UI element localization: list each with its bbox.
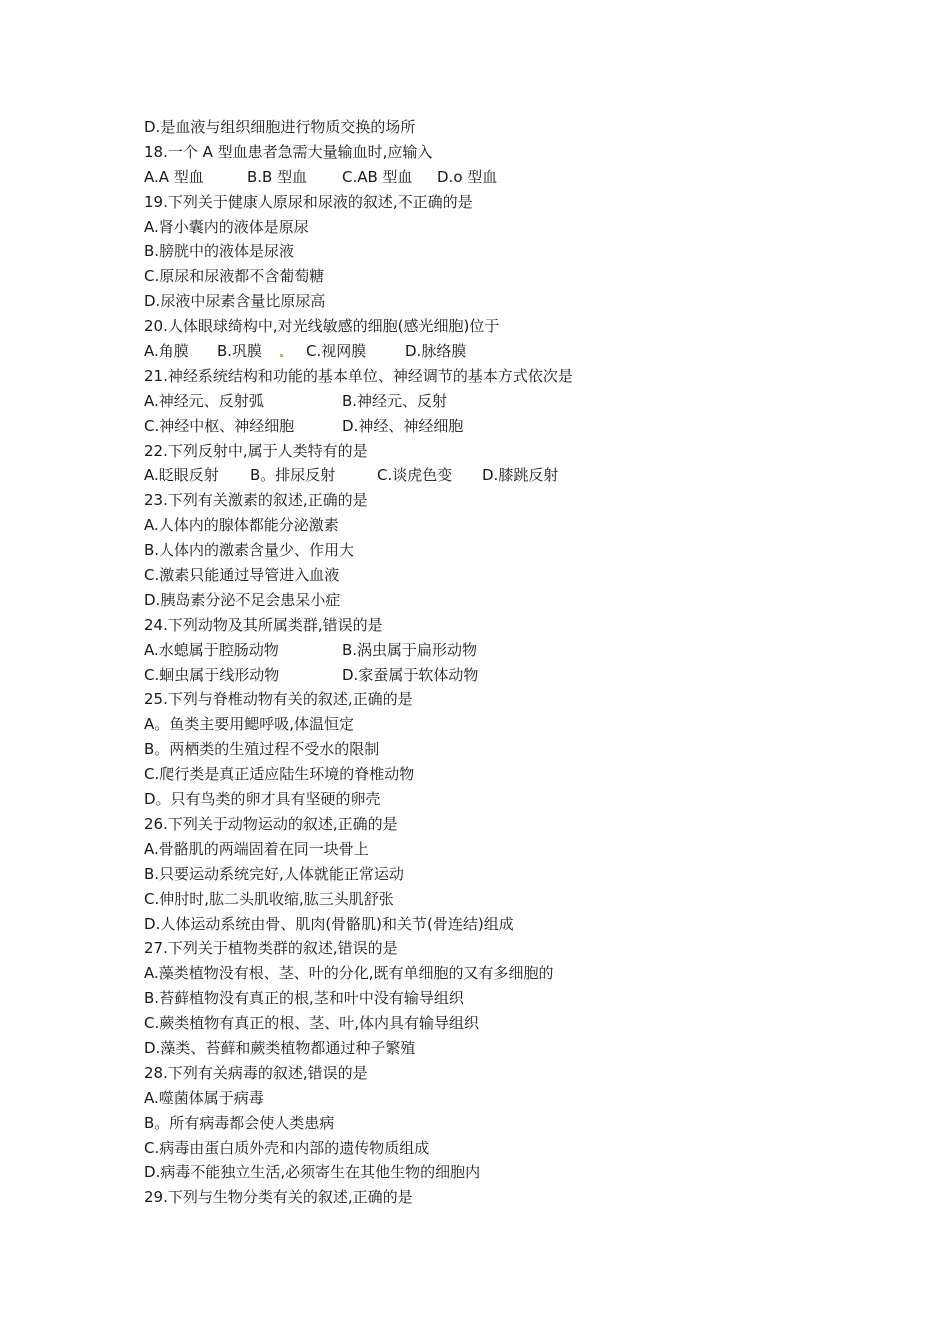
answer-line: D.胰岛素分泌不足会患呆小症 [144,590,341,609]
question-stem: 22.下列反射中,属于人类特有的是 [144,441,368,460]
option-text: D.膝跳反射 [482,466,559,485]
stray-mark [280,354,283,357]
option-text: B.B 型血 [247,167,308,186]
answer-line: D.藻类、苔藓和蕨类植物都通过种子繁殖 [144,1038,416,1057]
option-text: B.神经元、反射 [342,391,448,410]
option-text: A.眨眼反射 [144,466,219,485]
answer-line: A.藻类植物没有根、茎、叶的分化,既有单细胞的又有多细胞的 [144,964,554,983]
options-row [144,463,864,488]
question-stem: 24.下列动物及其所属类群,错误的是 [144,615,383,634]
question-stem: 20.人体眼球绮构中,对光线敏感的细胞(感光细胞)位于 [144,317,500,336]
option-text: B。排尿反射 [250,466,336,485]
question-stem: 26.下列关于动物运动的叙述,正确的是 [144,814,398,833]
options-row [144,663,864,688]
options-row [144,165,864,190]
option-text: A.角膜 [144,342,189,361]
option-text: D.o 型血 [437,167,498,186]
question-stem: 18.一个 A 型血患者急需大量输血时,应输入 [144,142,433,161]
answer-line: C.蕨类植物有真正的根、茎、叶,体内具有输导组织 [144,1014,480,1033]
question-list [144,115,864,1210]
option-text: B.巩膜 [217,342,263,361]
option-text: D.家蚕属于软体动物 [342,665,479,684]
option-text: D.神经、神经细胞 [342,416,464,435]
options-row [144,638,864,663]
answer-line: C.激素只能通过导管进入血液 [144,566,340,585]
answer-line: D.人体运动系统由骨、肌肉(骨骼肌)和关节(骨连结)组成 [144,914,514,933]
question-stem: 25.下列与脊椎动物有关的叙述,正确的是 [144,690,413,709]
option-text: C.蛔虫属于线形动物 [144,665,280,684]
answer-line: B.只要运动系统完好,人体就能正常运动 [144,864,404,883]
answer-line: A.人体内的腺体都能分泌激素 [144,516,339,535]
option-text: C.视网膜 [306,342,367,361]
answer-line: B。所有病毒都会使人类患病 [144,1113,335,1132]
question-stem: 28.下列有关病毒的叙述,错误的是 [144,1063,368,1082]
options-row [144,389,864,414]
answer-line: A.噬菌体属于病毒 [144,1088,264,1107]
options-row [144,339,864,364]
answer-line: D.病毒不能独立生活,必须寄生在其他生物的细胞内 [144,1163,481,1182]
option-text: B.涡虫属于扁形动物 [342,640,478,659]
option-text: A.神经元、反射弧 [144,391,264,410]
option-text: D.脉络膜 [405,342,467,361]
question-stem: 21.神经系统结构和功能的基本单位、神经调节的基本方式依次是 [144,366,573,385]
option-text: A.A 型血 [144,167,204,186]
answer-line: B.人体内的激素含量少、作用大 [144,541,355,560]
question-stem: 27.下列关于植物类群的叙述,错误的是 [144,939,398,958]
question-stem: 29.下列与生物分类有关的叙述,正确的是 [144,1188,413,1207]
answer-line: A。鱼类主要用鳃呼吸,体温恒定 [144,715,355,734]
question-stem: 23.下列有关激素的叙述,正确的是 [144,491,368,510]
option-text: C.AB 型血 [342,167,413,186]
answer-line: C.原尿和尿液都不含葡萄糖 [144,267,325,286]
answer-line: A.肾小囊内的液体是原尿 [144,217,309,236]
option-text: A.水螅属于腔肠动物 [144,640,279,659]
answer-line: C.伸肘时,肱二头肌收缩,肱三头肌舒张 [144,889,394,908]
answer-line: D。只有鸟类的卵才具有坚硬的卵壳 [144,790,381,809]
options-row [144,414,864,439]
option-text: C.神经中枢、神经细胞 [144,416,295,435]
answer-line: B。两栖类的生殖过程不受水的限制 [144,740,380,759]
answer-line: D.是血液与组织细胞进行物质交换的场所 [144,118,416,136]
answer-line: C.爬行类是真正适应陆生环境的脊椎动物 [144,765,415,784]
answer-line: B.苔藓植物没有真正的根,茎和叶中没有输导组织 [144,989,464,1008]
answer-line: B.膀胱中的液体是尿液 [144,242,295,261]
answer-line: C.病毒由蛋白质外壳和内部的遗传物质组成 [144,1138,430,1157]
question-stem: 19.下列关于健康人原尿和尿液的叙述,不正确的是 [144,192,473,211]
answer-line: D.尿液中尿素含量比原尿高 [144,292,326,311]
option-text: C.谈虎色变 [377,466,453,485]
answer-line: A.骨骼肌的两端固着在同一块骨上 [144,839,369,858]
